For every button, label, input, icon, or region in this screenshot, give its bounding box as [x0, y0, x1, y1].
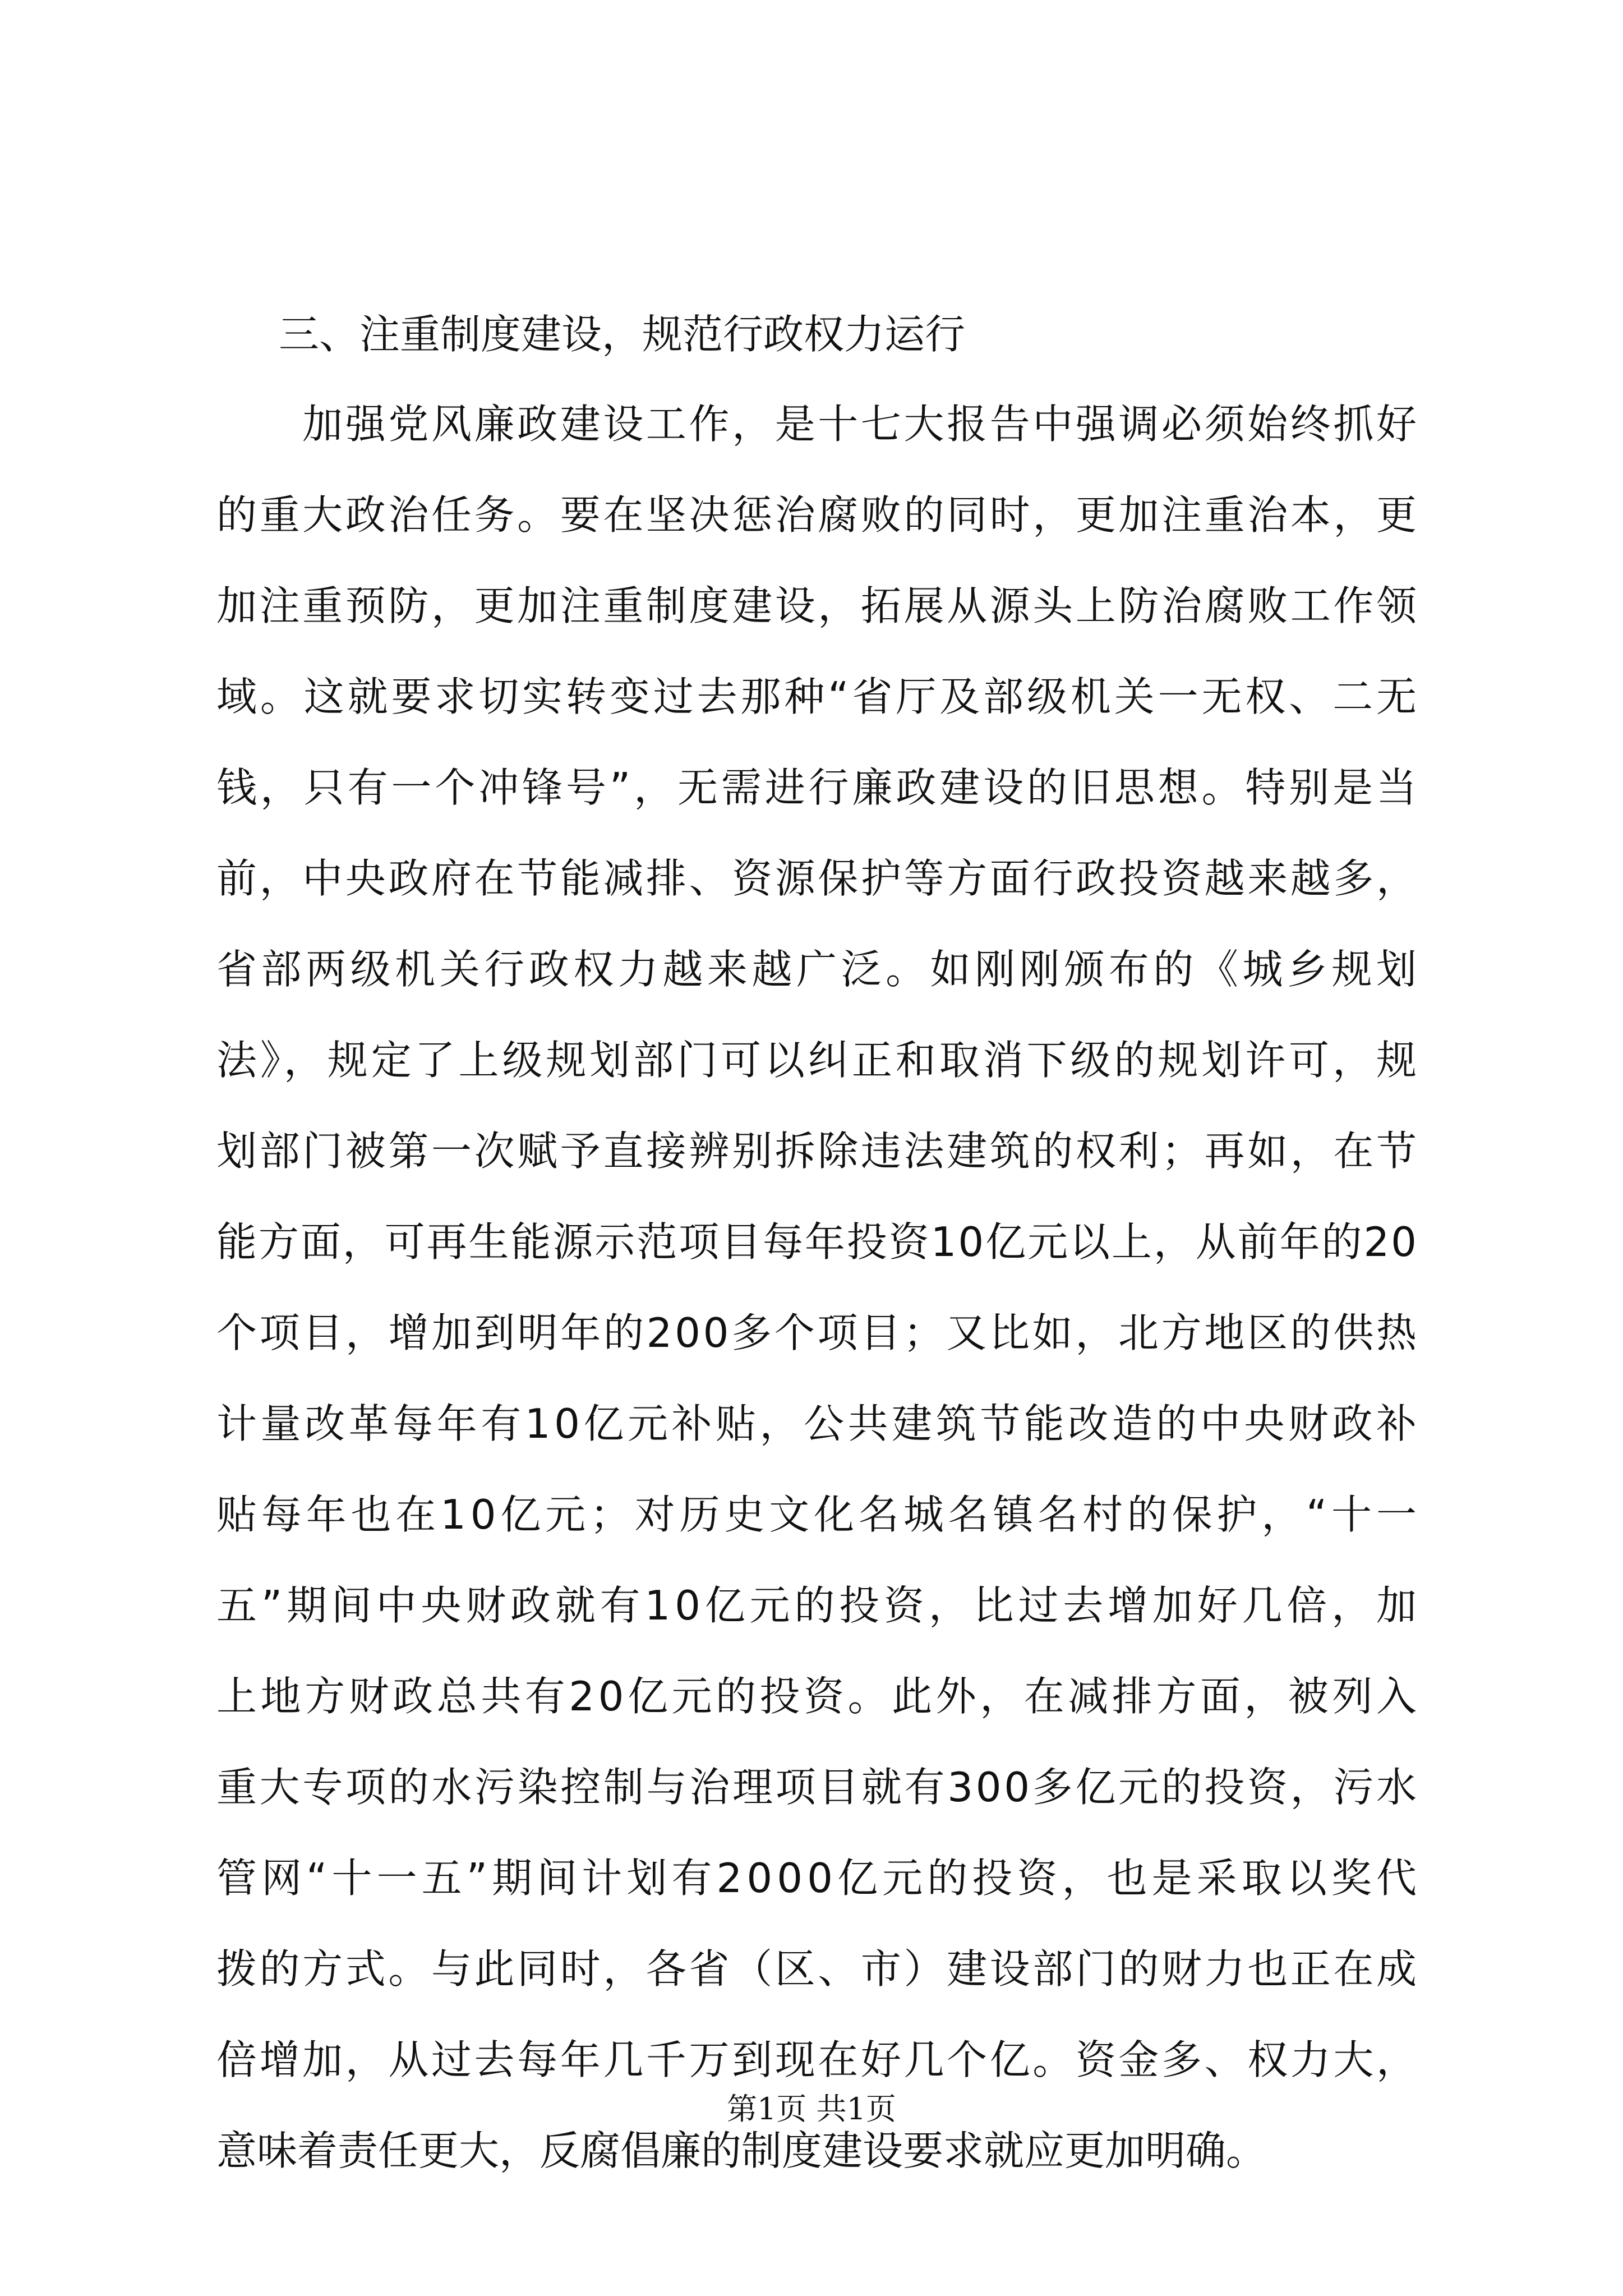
- paragraph-line-text: 省部两级机关行政权力越来越广泛。如刚刚颁布的《城乡规划: [216, 946, 1421, 993]
- body-paragraph: [216, 393, 1422, 2210]
- paragraph-line-text: 域。这就要求切实转变过去那种“省厅及部级机关一无权、二无: [216, 673, 1420, 720]
- paragraph-line: [216, 756, 1420, 847]
- paragraph-line-text: 上地方财政总共有20亿元的投资。此外，在减排方面，被列入: [216, 1673, 1421, 1720]
- paragraph-line: [216, 847, 1417, 938]
- paragraph-line: [216, 1120, 1417, 1211]
- paragraph-line-text: 的重大政治任务。要在坚决惩治腐败的同时，更加注重治本，更: [216, 491, 1419, 539]
- paragraph-line: [216, 1301, 1417, 1392]
- paragraph-line-text: 前，中央政府在节能减排、资源保护等方面行政投资越来越多，: [216, 855, 1419, 902]
- paragraph-line-text: 管网“十一五”期间计划有2000亿元的投资，也是采取以奖代: [216, 1855, 1422, 1902]
- paragraph-line-text: 个项目，增加到明年的200多个项目；又比如，北方地区的供热: [216, 1309, 1419, 1356]
- paragraph-line-text: 拨的方式。与此同时，各省（区、市）建设部门的财力也正在成: [216, 1945, 1419, 1993]
- paragraph-line-text: 计量改革每年有10亿元补贴，公共建筑节能改造的中央财政补: [216, 1400, 1421, 1447]
- paragraph-line-text: 法》，规定了上级规划部门可以纠正和取消下级的规划许可，规: [216, 1037, 1420, 1084]
- paragraph-line: [216, 938, 1421, 1029]
- paragraph-line: [216, 484, 1417, 574]
- paragraph-line-text: 意味着责任更大，反腐倡廉的制度建设要求就应更加明确。: [216, 2127, 1267, 2174]
- paragraph-line-text: 加注重预防，更加注重制度建设，拓展从源头上防治腐败工作领: [216, 582, 1419, 629]
- paragraph-line: [216, 1392, 1421, 1483]
- paragraph-line: [216, 1938, 1417, 2028]
- paragraph-line: [216, 1211, 1417, 1301]
- paragraph-line: [216, 574, 1417, 665]
- section-heading: 三、注重制度建设，规范行政权力运行: [279, 311, 966, 358]
- paragraph-line: [216, 393, 1417, 484]
- paragraph-line-text: 加强党风廉政建设工作，是十七大报告中强调必须始终抓好: [216, 401, 1419, 448]
- paragraph-line-text: 能方面，可再生能源示范项目每年投资10亿元以上，从前年的20: [216, 1218, 1418, 1266]
- paragraph-line: [216, 1029, 1420, 1120]
- paragraph-line: [216, 2119, 1417, 2210]
- paragraph-line: [216, 1574, 1421, 1665]
- paragraph-line: [216, 1847, 1422, 1938]
- paragraph-line: [216, 1483, 1421, 1574]
- paragraph-line: [216, 1665, 1421, 1756]
- paragraph-line-text: 贴每年也在10亿元；对历史文化名城名镇名村的保护，“十一: [216, 1491, 1421, 1538]
- paragraph-line: [216, 665, 1420, 756]
- paragraph-line-text: 重大专项的水污染控制与治理项目就有300多亿元的投资，污水: [216, 1764, 1419, 1811]
- page-number-footer: 第1页 共1页: [727, 2091, 896, 2127]
- paragraph-line: [216, 1756, 1417, 1847]
- paragraph-line-text: 划部门被第一次赋予直接辨别拆除违法建筑的权利；再如，在节: [216, 1128, 1419, 1175]
- paragraph-line-text: 五”期间中央财政就有10亿元的投资，比过去增加好几倍，加: [216, 1582, 1421, 1629]
- paragraph-line-text: 钱，只有一个冲锋号”，无需进行廉政建设的旧思想。特别是当: [216, 764, 1420, 811]
- paragraph-line-text: 倍增加，从过去每年几千万到现在好几个亿。资金多、权力大，: [216, 2036, 1419, 2083]
